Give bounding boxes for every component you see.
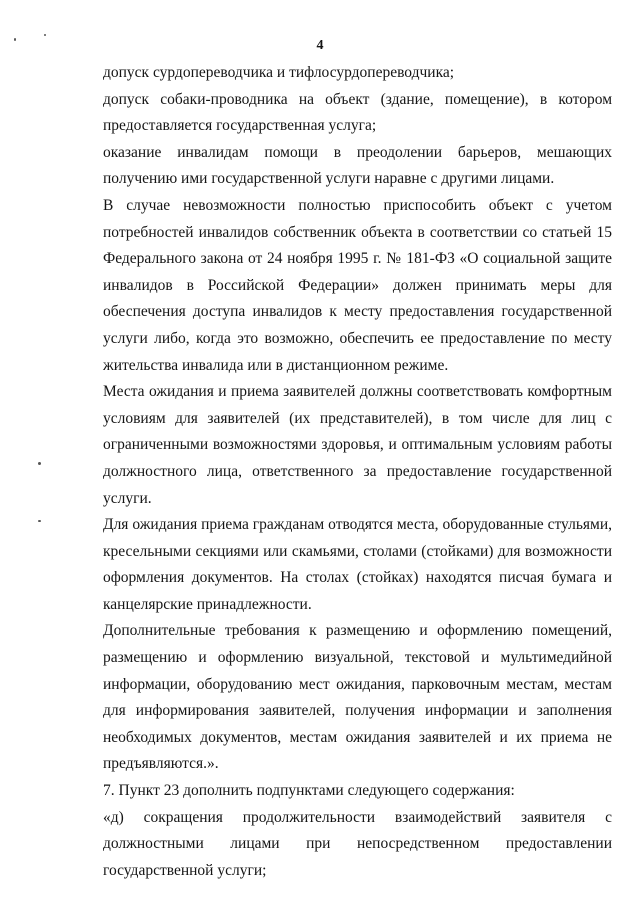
document-body — [103, 60, 612, 884]
scan-speck — [44, 34, 46, 36]
paragraph: Дополнительные требования к размещению и оформлению помещений, размещению и оформлению визуальной, текстовой и мультимедийной информации, оборудованию мест ожидания, парковочным местам, местам для информирования заявителей, получения информации и заполнения необходимых документов, местам ожидания заявителей и их приема не предъявляются.». — [103, 622, 612, 773]
paragraph: В случае невозможности полностью приспособить объект с учетом потребностей инвалидов собственник объекта в соответствии со статьей 15 Федерального закона от 24 ноября 1995 г. № 181-ФЗ «О социальной защите инвалидов в Российской Федерации» должен принимать меры для обеспечения доступа инвалидов к месту предоставления государственной услуги либо, когда это возможно, обеспечить ее предоставление по месту жительства инвалида или в дистанционном режиме. — [103, 196, 612, 374]
paragraph: допуск сурдопереводчика и тифлосурдопереводчика; — [103, 64, 455, 81]
scan-speck — [14, 38, 16, 41]
paragraph: «д) сокращения продолжительности взаимодействий заявителя с должностными лицами при непосредственном предоставлении государственной услуги; — [103, 808, 612, 879]
paragraph: Места ожидания и приема заявителей должны соответствовать комфортным условиям для заявителей (их представителей), в том числе для лиц с ограниченными возможностями здоровья, и оптимальным условиям работы должностного лица, ответственного за предоставление государственной услуги. — [103, 383, 612, 507]
page-number: 4 — [316, 38, 324, 53]
paragraph: оказание инвалидам помощи в преодолении барьеров, мешающих получению ими государственной услуги наравне с другими лицами. — [103, 143, 612, 188]
paragraph: допуск собаки-проводника на объект (здание, помещение), в котором предоставляется государственная услуга; — [103, 90, 612, 135]
paragraph: Для ожидания приема гражданам отводятся места, оборудованные стульями, кресельными секциями или скамьями, столами (стойками) для возможности оформления документов. На столах (стойках) находятся писчая бумага и канцелярские принадлежности. — [103, 516, 612, 613]
paragraph: 7. Пункт 23 дополнить подпунктами следующего содержания: — [103, 782, 515, 800]
scan-speck — [38, 520, 41, 522]
scan-speck — [38, 462, 41, 465]
